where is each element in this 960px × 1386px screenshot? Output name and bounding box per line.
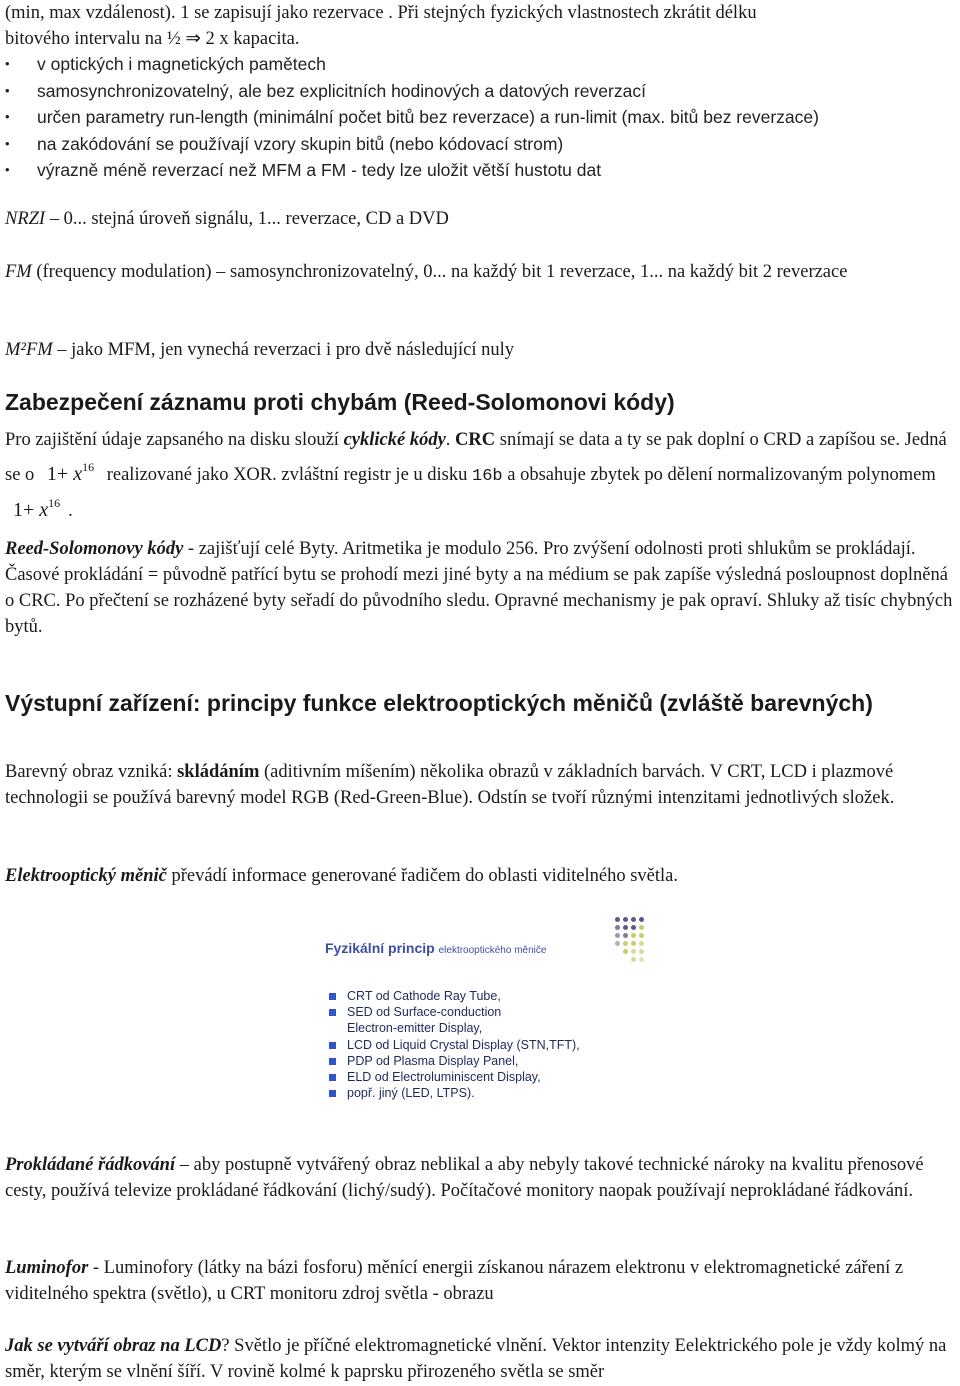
register-name: 16b <box>472 467 503 486</box>
lcd-paragraph: Jak se vytváří obraz na LCD? Světlo je příčné elektromagnetické vlnění. Vektor intenzity Eelektrického pole je vždy kolmý na směr, kterým se vlnění šíří. V rovině kolmé k paprsku přirozeného světla se směr <box>5 1336 947 1382</box>
list-item: ELD od Electroluminiscent Display, <box>325 1069 580 1085</box>
section-3b <box>5 1255 957 1307</box>
reed-solomon-paragraph: Reed-Solomonovy kódy - zajišťují celé Byty. Aritmetika je modulo 256. Pro zvýšení odolnosti proti shlukům se prokládají. Časové prokládání = původně patřící bytu se prohodí mezi jiné byty a na médium se pak zapíše výsledná posloupnost doplněná o CRC. Po přečtení se rozházené byty seřadí do původního sledu. Opravné mechanismy je pak opraví. Shluky až tisíc chybných bytů. <box>5 539 953 637</box>
slide-list <box>325 988 580 1101</box>
bullet-icon: • <box>5 162 10 177</box>
square-bullet-icon <box>329 1009 336 1016</box>
intro-line-1: (min, max vzdálenost). 1 se zapisují jako rezervace . Při stejných fyzických vlastnostech zkrátit délku <box>5 3 757 23</box>
nrzi-term: NRZI <box>5 209 46 229</box>
square-bullet-icon <box>329 993 336 1000</box>
m2fm-term: M²FM <box>5 340 53 360</box>
luminophore-paragraph: Luminofor - Luminofory (látky na bázi fosforu) měnící energii získanou nárazem elektronu v elektromagnetické záření z viditelného spektra (světlo), u CRT monitoru zdroj světla - obrazu <box>5 1258 904 1304</box>
list-item: SED od Surface-conduction Electron-emitter Display, <box>325 1004 547 1036</box>
list-item: • v optických i magnetických pamětech <box>5 51 960 78</box>
cyclic-codes-term: cyklické kódy <box>343 430 446 450</box>
bullet-icon: • <box>5 109 10 124</box>
section-heading-error-protection: Zabezpečení záznamu proti chybám (Reed-Solomonovi kódy) <box>5 389 675 415</box>
bullet-list <box>5 51 960 184</box>
crc-term: CRC <box>455 430 496 450</box>
bullet-icon: • <box>5 56 10 71</box>
interlacing-term: Prokládané řádkování <box>5 1155 176 1175</box>
fm-text: (frequency modulation) – samosynchronizovatelný, 0... na každý bit 1 reverzace, 1... na každý bit 2 reverzace <box>31 262 848 282</box>
compositing-term: skládáním <box>177 762 260 782</box>
square-bullet-icon <box>329 1090 336 1097</box>
bullet-icon: • <box>5 82 10 98</box>
list-item: • určen parametry run-length (minimální počet bitů bez reverzace) a run-limit (max. bitů bez reverzace) <box>5 104 960 131</box>
list-item: PDP od Plasma Display Panel, <box>325 1053 580 1069</box>
m2fm-text: – jako MFM, jen vynechá reverzaci i pro dvě následující nuly <box>52 340 515 360</box>
fm-paragraph <box>5 259 957 285</box>
m2fm-paragraph <box>5 337 514 363</box>
lcd-question-term: Jak se vytváří obraz na LCD <box>5 1336 222 1356</box>
nrzi-text: – 0... stejná úroveň signálu, 1... reverzace, CD a DVD <box>45 209 449 229</box>
converter-term: Elektrooptický měnič <box>5 866 167 886</box>
intro-line-2: bitového intervalu na ½ ⇒ 2 x kapacita. <box>5 29 300 49</box>
section-3c <box>5 1333 957 1385</box>
interlacing-paragraph: Prokládané řádkování – aby postupně vytvářený obraz neblikal a aby nebyly takové technické nároky na kvalitu přenosové cesty, používá televize prokládané řádkování (lichý/sudý). Počítačové monitory naopak používají neprokládané řádkování. <box>5 1155 924 1201</box>
square-bullet-icon <box>329 1042 336 1049</box>
square-bullet-icon <box>329 1058 336 1065</box>
list-item: LCD od Liquid Crystal Display (STN,TFT), <box>325 1037 580 1053</box>
principle-slide-image <box>315 912 645 1112</box>
list-item: CRT od Cathode Ray Tube, <box>325 988 580 1004</box>
slide-title: Fyzikální princip elektrooptického měniče <box>325 940 547 956</box>
intro-paragraph <box>5 0 757 52</box>
list-item: • výrazně méně reverzací než MFM a FM - tedy lze uložit větší hustotu dat <box>5 157 960 184</box>
reed-solomon-term: Reed-Solomonovy kódy <box>5 539 184 559</box>
nrzi-paragraph <box>5 206 449 232</box>
list-item: • na zakódování se používají vzory skupin bitů (nebo kódovací strom) <box>5 131 960 158</box>
section-3 <box>5 1152 957 1204</box>
list-item: • samosynchronizovatelný, ale bez explicitních hodinových a datových reverzací <box>5 78 960 105</box>
bullet-icon: • <box>5 135 10 151</box>
cyclic-codes-paragraph: Pro zajištění údaje zapsaného na disku slouží cyklické kódy. CRC snímají se data a ty se pak doplní o CRD a zapíšou se. Jedná se o $1+ x^{16}$ realizované jako XOR. zvláštní registr je u disku 16b a obsahuje zbytek po dělení normalizovaným polynomem $1+ x^{16}$ . <box>5 430 947 521</box>
luminophore-term: Luminofor <box>5 1258 89 1278</box>
section-heading-output-devices: Výstupní zařízení: principy funkce elektrooptických měničů (zvláště barevných) <box>5 690 873 716</box>
polynomial-formula: $1+ x^{16}$ <box>46 460 95 485</box>
list-item: popř. jiný (LED, LTPS). <box>325 1085 580 1101</box>
color-image-paragraph: Barevný obraz vzniká: skládáním (aditivním míšením) několika obrazů v základních barvách. V CRT, LCD i plazmové technologii se používá barevný model RGB (Red-Green-Blue). Odstín se tvoří různými intenzitami jednotlivých složek. <box>5 762 895 808</box>
square-bullet-icon <box>329 1074 336 1081</box>
converter-paragraph: Elektrooptický měnič převádí informace generované řadičem do oblasti viditelného světla. <box>5 866 678 886</box>
polynomial-formula: $1+ x^{16}$ <box>13 496 61 521</box>
fm-term: FM <box>5 262 32 282</box>
